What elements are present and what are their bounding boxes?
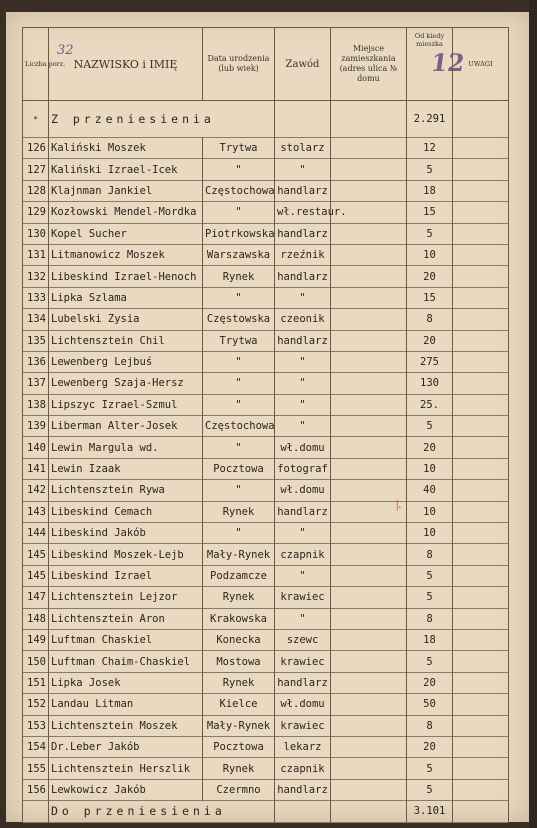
- row-birth: Trytwa: [203, 138, 275, 159]
- row-amount: 25.: [407, 394, 453, 415]
- row-amount: 15: [407, 287, 453, 308]
- row-address: [331, 159, 407, 180]
- header-since: Od kiedy mieszka: [407, 28, 453, 101]
- row-birth: ": [203, 437, 275, 458]
- row-number: 151: [23, 672, 49, 693]
- row-birth: Warszawska: [203, 244, 275, 265]
- row-number: 156: [23, 779, 49, 800]
- row-amount: 10: [407, 244, 453, 265]
- row-birth: Piotrkowska: [203, 223, 275, 244]
- row-amount: 5: [407, 159, 453, 180]
- row-address: [331, 351, 407, 372]
- table-row: [23, 287, 509, 308]
- row-address: [331, 587, 407, 608]
- row-notes: [453, 180, 509, 201]
- row-job: handlarz: [275, 266, 331, 287]
- row-birth: Częstochowa: [203, 416, 275, 437]
- row-address: [331, 565, 407, 586]
- row-job: szewc: [275, 629, 331, 650]
- row-job: lekarz: [275, 736, 331, 757]
- red-tick-mark: |.: [396, 497, 402, 511]
- row-name: Lichtensztein Aron: [49, 608, 203, 629]
- row-birth: Podzamcze: [203, 565, 275, 586]
- table-row: [23, 480, 509, 501]
- row-birth: Mostowa: [203, 651, 275, 672]
- row-notes: [453, 437, 509, 458]
- row-number: 150: [23, 651, 49, 672]
- row-amount: 40: [407, 480, 453, 501]
- row-birth: Krakowska: [203, 608, 275, 629]
- table-row: [23, 394, 509, 415]
- carry-out-label: Do przeniesienia: [49, 801, 275, 822]
- row-job: handlarz: [275, 501, 331, 522]
- row-address: [331, 330, 407, 351]
- row-amount: 20: [407, 736, 453, 757]
- row-address: [331, 458, 407, 479]
- row-address: [331, 758, 407, 779]
- table-row: [23, 437, 509, 458]
- row-notes: [453, 501, 509, 522]
- row-amount: 5: [407, 416, 453, 437]
- row-name: Libeskind Izrael-Henoch: [49, 266, 203, 287]
- row-birth: ": [203, 394, 275, 415]
- row-job: ": [275, 608, 331, 629]
- table-row: [23, 672, 509, 693]
- table-header: [23, 28, 509, 101]
- row-birth: ": [203, 351, 275, 372]
- table-row: [23, 694, 509, 715]
- row-amount: 5: [407, 651, 453, 672]
- row-job: ": [275, 159, 331, 180]
- row-birth: ": [203, 159, 275, 180]
- row-number: 136: [23, 351, 49, 372]
- row-address: [331, 394, 407, 415]
- row-name: Klajnman Jankiel: [49, 180, 203, 201]
- row-amount: 5: [407, 779, 453, 800]
- row-address: [331, 523, 407, 544]
- row-name: Lichtensztein Herszlik: [49, 758, 203, 779]
- table-row: [23, 416, 509, 437]
- row-notes: [453, 779, 509, 800]
- row-notes: [453, 587, 509, 608]
- row-amount: 10: [407, 501, 453, 522]
- row-job: krawiec: [275, 715, 331, 736]
- table-row: [23, 501, 509, 522]
- row-amount: 20: [407, 330, 453, 351]
- row-name: Lichtensztein Rywa: [49, 480, 203, 501]
- row-name: Lewkowicz Jakób: [49, 779, 203, 800]
- row-name: Lichtensztein Chil: [49, 330, 203, 351]
- table-row: [23, 351, 509, 372]
- table-row: [23, 138, 509, 159]
- row-number: 131: [23, 244, 49, 265]
- row-notes: [453, 694, 509, 715]
- row-job: krawiec: [275, 587, 331, 608]
- row-name: Lewin Izaak: [49, 458, 203, 479]
- row-number: 145: [23, 544, 49, 565]
- row-job: czeonik: [275, 309, 331, 330]
- row-name: Lewenberg Szaja-Hersz: [49, 373, 203, 394]
- row-number: 126: [23, 138, 49, 159]
- table-row: [23, 629, 509, 650]
- row-job: ": [275, 523, 331, 544]
- row-notes: [453, 565, 509, 586]
- table-row: [23, 373, 509, 394]
- row-number: 142: [23, 480, 49, 501]
- row-amount: 5: [407, 587, 453, 608]
- row-address: [331, 672, 407, 693]
- row-amount: 5: [407, 223, 453, 244]
- row-job: wł.restaur.: [275, 202, 331, 223]
- row-name: Dr.Leber Jakób: [49, 736, 203, 757]
- row-address: [331, 244, 407, 265]
- row-birth: Rynek: [203, 501, 275, 522]
- row-number: 129: [23, 202, 49, 223]
- row-number: 144: [23, 523, 49, 544]
- row-job: handlarz: [275, 672, 331, 693]
- purple-stamp: 12: [429, 48, 467, 77]
- register-table: [22, 27, 509, 823]
- row-job: ": [275, 287, 331, 308]
- row-number: 148: [23, 608, 49, 629]
- table-row: [23, 180, 509, 201]
- row-amount: 5: [407, 565, 453, 586]
- carry-in-row: [23, 101, 509, 138]
- row-number: 145: [23, 565, 49, 586]
- row-job: wł.domu: [275, 480, 331, 501]
- row-birth: Trytwa: [203, 330, 275, 351]
- row-number: 132: [23, 266, 49, 287]
- row-address: [331, 309, 407, 330]
- row-amount: 18: [407, 180, 453, 201]
- row-notes: [453, 758, 509, 779]
- row-name: Lichtensztein Lejzor: [49, 587, 203, 608]
- row-amount: 10: [407, 523, 453, 544]
- table-row: [23, 715, 509, 736]
- row-birth: Konecka: [203, 629, 275, 650]
- row-birth: Czermno: [203, 779, 275, 800]
- row-number: 128: [23, 180, 49, 201]
- table-row: [23, 608, 509, 629]
- row-notes: [453, 138, 509, 159]
- row-number: 134: [23, 309, 49, 330]
- header-job: Zawód: [275, 28, 331, 101]
- handwritten-page-number: 32: [57, 43, 74, 58]
- row-amount: 8: [407, 544, 453, 565]
- row-name: Lewin Margula wd.: [49, 437, 203, 458]
- row-address: [331, 223, 407, 244]
- row-number: 153: [23, 715, 49, 736]
- row-amount: 130: [407, 373, 453, 394]
- header-name: NAZWISKO i IMIĘ: [49, 28, 203, 101]
- row-address: [331, 437, 407, 458]
- row-job: handlarz: [275, 330, 331, 351]
- row-job: handlarz: [275, 779, 331, 800]
- row-job: wł.domu: [275, 437, 331, 458]
- row-number: 147: [23, 587, 49, 608]
- row-amount: 12: [407, 138, 453, 159]
- carry-in-marker: *: [23, 101, 49, 138]
- row-notes: [453, 244, 509, 265]
- table-row: [23, 266, 509, 287]
- row-number: 149: [23, 629, 49, 650]
- row-number: 141: [23, 458, 49, 479]
- row-amount: 18: [407, 629, 453, 650]
- row-name: Libeskind Jakób: [49, 523, 203, 544]
- row-notes: [453, 523, 509, 544]
- row-job: handlarz: [275, 180, 331, 201]
- row-job: ": [275, 565, 331, 586]
- row-notes: [453, 416, 509, 437]
- row-address: [331, 736, 407, 757]
- row-amount: 20: [407, 672, 453, 693]
- row-notes: [453, 266, 509, 287]
- table-row: [23, 202, 509, 223]
- table-row: [23, 523, 509, 544]
- row-amount: 8: [407, 309, 453, 330]
- row-name: Libeskind Cemach: [49, 501, 203, 522]
- row-notes: [453, 373, 509, 394]
- row-notes: [453, 202, 509, 223]
- row-address: [331, 180, 407, 201]
- table-row: [23, 544, 509, 565]
- row-number: 135: [23, 330, 49, 351]
- table-row: [23, 758, 509, 779]
- row-birth: Pocztowa: [203, 736, 275, 757]
- table-row: [23, 244, 509, 265]
- row-address: [331, 416, 407, 437]
- row-notes: [453, 544, 509, 565]
- row-address: [331, 544, 407, 565]
- carry-in-amount: 2.291: [407, 101, 453, 138]
- row-amount: 20: [407, 266, 453, 287]
- row-address: [331, 694, 407, 715]
- table-row: [23, 330, 509, 351]
- page-edge: [529, 0, 537, 828]
- row-birth: Częstochowa: [203, 180, 275, 201]
- row-address: [331, 608, 407, 629]
- table-row: [23, 309, 509, 330]
- row-notes: [453, 351, 509, 372]
- row-birth: ": [203, 287, 275, 308]
- header-birth: Data urodzenia (lub wiek): [203, 28, 275, 101]
- row-address: [331, 266, 407, 287]
- row-birth: Mały-Rynek: [203, 715, 275, 736]
- row-number: 138: [23, 394, 49, 415]
- row-birth: Częstowska: [203, 309, 275, 330]
- row-number: 154: [23, 736, 49, 757]
- row-number: 143: [23, 501, 49, 522]
- row-job: fotograf: [275, 458, 331, 479]
- row-amount: 5: [407, 758, 453, 779]
- row-number: 133: [23, 287, 49, 308]
- row-name: Lichtensztein Moszek: [49, 715, 203, 736]
- row-amount: 15: [407, 202, 453, 223]
- header-address: Miejsce zamieszkania (adres ulica № domu: [331, 28, 407, 101]
- table-row: [23, 736, 509, 757]
- row-notes: [453, 608, 509, 629]
- row-name: Libeskind Moszek-Lejb: [49, 544, 203, 565]
- row-name: Kopel Sucher: [49, 223, 203, 244]
- table-row: [23, 458, 509, 479]
- row-amount: 10: [407, 458, 453, 479]
- row-name: Lewenberg Lejbuś: [49, 351, 203, 372]
- header-number: Liczba porz.: [23, 28, 49, 101]
- row-name: Kaliński Moszek: [49, 138, 203, 159]
- row-address: [331, 480, 407, 501]
- row-name: Liberman Alter-Josek: [49, 416, 203, 437]
- table-row: [23, 223, 509, 244]
- carry-in-label: Z przeniesienia: [49, 101, 275, 138]
- header-notes: UWAGI: [453, 28, 509, 101]
- row-job: wł.domu: [275, 694, 331, 715]
- row-address: [331, 651, 407, 672]
- row-name: Lipszyc Izrael-Szmul: [49, 394, 203, 415]
- row-number: 139: [23, 416, 49, 437]
- row-birth: ": [203, 480, 275, 501]
- row-job: rzeźnik: [275, 244, 331, 265]
- row-address: [331, 779, 407, 800]
- row-birth: Pocztowa: [203, 458, 275, 479]
- row-birth: Rynek: [203, 266, 275, 287]
- row-notes: [453, 715, 509, 736]
- row-notes: [453, 629, 509, 650]
- row-job: ": [275, 351, 331, 372]
- row-name: Kaliński Izrael-Icek: [49, 159, 203, 180]
- row-notes: [453, 287, 509, 308]
- row-address: [331, 138, 407, 159]
- row-name: Luftman Chaim-Chaskiel: [49, 651, 203, 672]
- row-birth: ": [203, 373, 275, 394]
- table-row: [23, 651, 509, 672]
- row-number: 152: [23, 694, 49, 715]
- row-number: 155: [23, 758, 49, 779]
- row-name: Kozłowski Mendel-Mordka: [49, 202, 203, 223]
- row-job: ": [275, 416, 331, 437]
- row-job: stolarz: [275, 138, 331, 159]
- row-birth: ": [203, 202, 275, 223]
- row-name: Libeskind Izrael: [49, 565, 203, 586]
- row-amount: 20: [407, 437, 453, 458]
- row-notes: [453, 223, 509, 244]
- table-row: [23, 779, 509, 800]
- row-name: Luftman Chaskiel: [49, 629, 203, 650]
- row-birth: ": [203, 523, 275, 544]
- row-number: 130: [23, 223, 49, 244]
- row-number: 127: [23, 159, 49, 180]
- row-birth: Rynek: [203, 587, 275, 608]
- row-notes: [453, 159, 509, 180]
- row-job: ": [275, 373, 331, 394]
- row-job: czapnik: [275, 544, 331, 565]
- row-name: Lipka Szlama: [49, 287, 203, 308]
- row-amount: 50: [407, 694, 453, 715]
- row-address: [331, 629, 407, 650]
- row-notes: [453, 458, 509, 479]
- table-row: [23, 565, 509, 586]
- row-amount: 8: [407, 608, 453, 629]
- row-notes: [453, 309, 509, 330]
- row-name: Lubelski Zysia: [49, 309, 203, 330]
- row-notes: [453, 651, 509, 672]
- table-row: [23, 159, 509, 180]
- row-amount: 275: [407, 351, 453, 372]
- carry-out-row: [23, 801, 509, 822]
- row-job: ": [275, 394, 331, 415]
- row-job: czapnik: [275, 758, 331, 779]
- row-notes: [453, 736, 509, 757]
- row-birth: Rynek: [203, 758, 275, 779]
- row-amount: 8: [407, 715, 453, 736]
- row-address: [331, 715, 407, 736]
- row-birth: Mały-Rynek: [203, 544, 275, 565]
- row-number: 140: [23, 437, 49, 458]
- row-address: [331, 373, 407, 394]
- table-row: [23, 587, 509, 608]
- row-birth: Rynek: [203, 672, 275, 693]
- row-notes: [453, 672, 509, 693]
- row-name: Landau Litman: [49, 694, 203, 715]
- carry-out-amount: 3.101: [407, 801, 453, 822]
- row-job: krawiec: [275, 651, 331, 672]
- row-address: [331, 501, 407, 522]
- row-birth: Kielce: [203, 694, 275, 715]
- row-notes: [453, 330, 509, 351]
- row-address: [331, 287, 407, 308]
- row-job: handlarz: [275, 223, 331, 244]
- row-number: 137: [23, 373, 49, 394]
- row-notes: [453, 480, 509, 501]
- row-name: Lipka Josek: [49, 672, 203, 693]
- row-notes: [453, 394, 509, 415]
- row-name: Litmanowicz Moszek: [49, 244, 203, 265]
